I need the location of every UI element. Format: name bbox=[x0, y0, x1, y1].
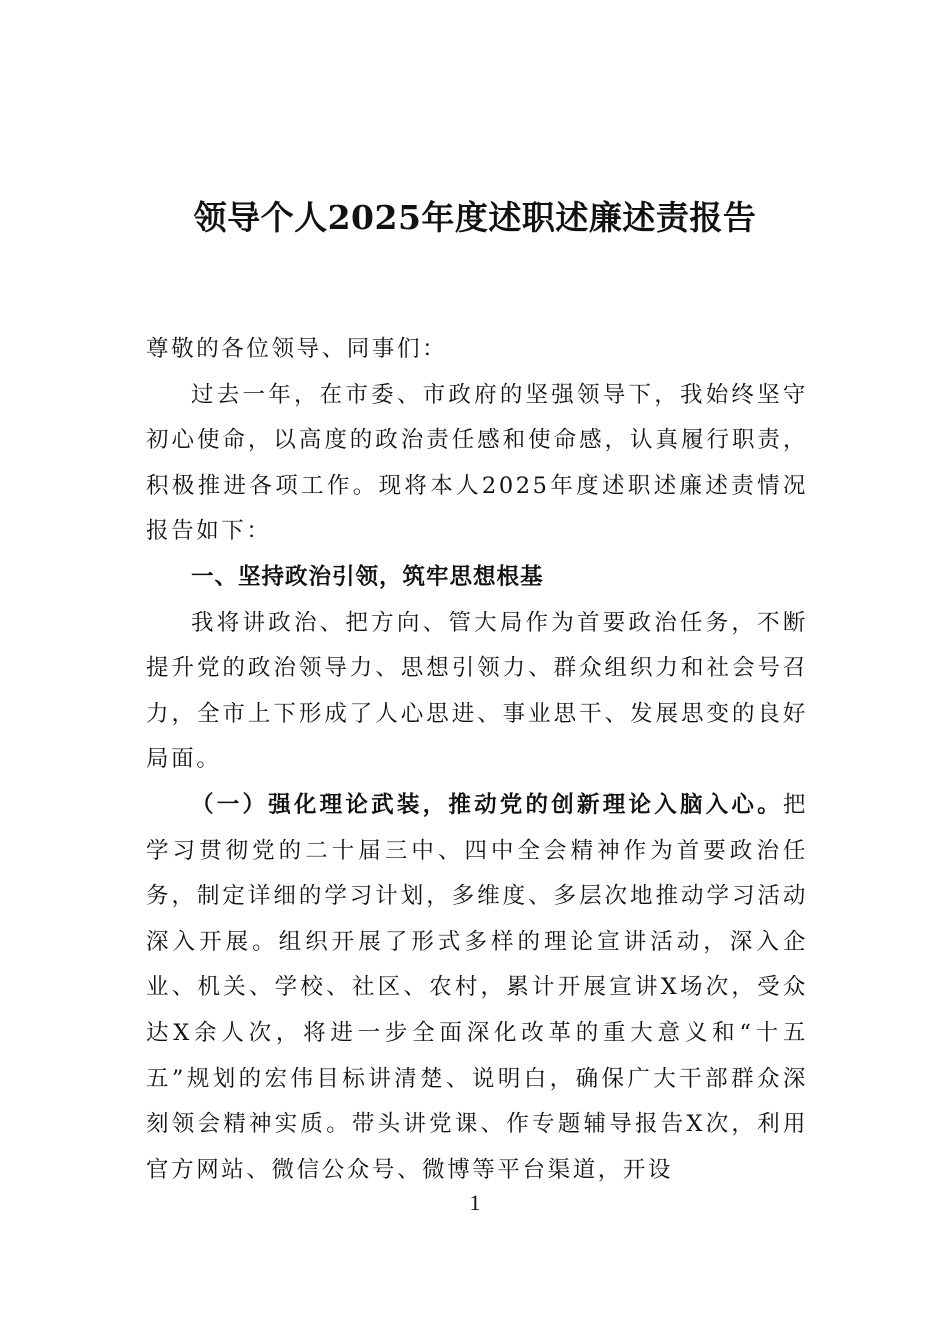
subsection-1-text: 把学习贯彻党的二十届三中、四中全会精神作为首要政治任务，制定详细的学习计划，多维度、多层次地推动学习活动深入开展。组织开展了形式多样的理论宣讲活动，深入企业、机关、学校、社区、农村，累计开展宣讲X场次，受众达X余人次，将进一步全面深化改革的重大意义和“十五五”规划的宏伟目标讲清楚、说明白，确保广大干部群众深刻领会精神实质。带头讲党课、作专题辅导报告X次，利用官方网站、微信公众号、微博等平台渠道，开设 bbox=[146, 791, 808, 1183]
document-body bbox=[146, 327, 808, 1193]
intro-paragraph: 过去一年，在市委、市政府的坚强领导下，我始终坚守初心使命，以高度的政治责任感和使命感，认真履行职责，积极推进各项工作。现将本人2025年度述职述廉述责情况报告如下： bbox=[146, 381, 808, 545]
subsection-1-paragraph bbox=[146, 783, 808, 1193]
document-title: 领导个人2025年度述职述廉述责报告 bbox=[193, 198, 757, 237]
page-number: 1 bbox=[469, 1190, 481, 1215]
salutation: 尊敬的各位领导、同事们： bbox=[146, 336, 448, 362]
subsection-1-heading: （一）强化理论武装，推动党的创新理论入脑入心。 bbox=[191, 791, 783, 818]
section-1-heading: 一、坚持政治引领，筑牢思想根基 bbox=[191, 563, 544, 590]
section-1-paragraph: 我将讲政治、把方向、管大局作为首要政治任务，不断提升党的政治领导力、思想引领力、群众组织力和社会号召力，全市上下形成了人心思进、事业思干、发展思变的良好局面。 bbox=[146, 609, 808, 773]
